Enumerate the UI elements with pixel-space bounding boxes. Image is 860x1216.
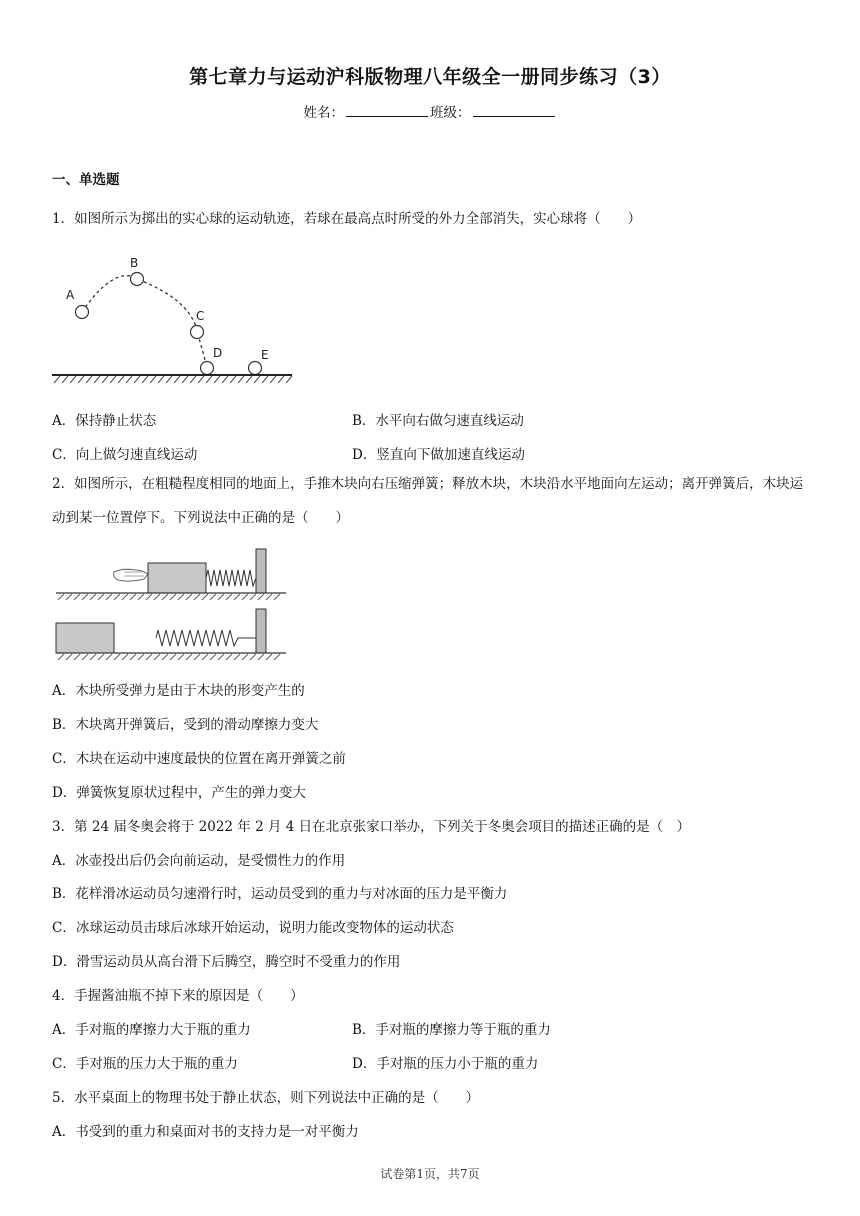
question-3-stem: 3．第 24 届冬奥会将于 2022 年 2 月 4 日在北京张家口举办，下列关于冬奥会项目的描述正确的是（ ） — [52, 819, 691, 835]
block-top — [148, 563, 206, 593]
spring-block-figure — [52, 546, 292, 664]
q4-option-c[interactable]: C．手对瓶的压力大于瓶的重力 — [52, 1056, 238, 1072]
section-title: 一、单选题 — [52, 172, 120, 188]
wall-bottom — [256, 609, 266, 653]
spring-compressed — [206, 570, 256, 586]
label-e: E — [261, 348, 269, 362]
class-blank[interactable] — [473, 104, 555, 117]
question-4-stem: 4．手握酱油瓶不掉下来的原因是（ ） — [52, 988, 304, 1004]
question-2-stem: 2．如图所示，在粗糙程度相同的地面上，手推木块向右压缩弹簧；释放木块，木块沿水平地面向左运动；离开弹簧后，木块运动到某一位置停下。下列说法中正确的是（ ） — [52, 476, 804, 526]
ball-trajectory-figure — [50, 248, 295, 384]
q2-option-b[interactable]: B．木块离开弹簧后，受到的滑动摩擦力变大 — [52, 717, 319, 733]
q1-option-d[interactable]: D．竖直向下做加速直线运动 — [352, 447, 525, 463]
name-blank[interactable] — [346, 104, 428, 117]
ball-e — [249, 362, 262, 375]
question-5-stem: 5．水平桌面上的物理书处于静止状态，则下列说法中正确的是（ ） — [52, 1090, 480, 1106]
ball-a — [76, 306, 89, 319]
label-a: A — [66, 288, 75, 302]
q4-option-a[interactable]: A．手对瓶的摩擦力大于瓶的重力 — [52, 1022, 251, 1038]
q1-option-a[interactable]: A．保持静止状态 — [52, 413, 157, 429]
q1-option-c[interactable]: C．向上做匀速直线运动 — [52, 447, 198, 463]
hand-icon — [114, 569, 148, 581]
ball-d — [201, 362, 214, 375]
q5-option-a[interactable]: A．书受到的重力和桌面对书的支持力是一对平衡力 — [52, 1124, 359, 1140]
question-1-stem: 1．如图所示为掷出的实心球的运动轨迹，若球在最高点时所受的外力全部消失，实心球将（ ） — [52, 211, 642, 227]
label-c: C — [196, 309, 205, 323]
q3-option-c[interactable]: C．冰球运动员击球后冰球开始运动，说明力能改变物体的运动状态 — [52, 920, 454, 936]
spring-relaxed — [156, 630, 256, 646]
block-bottom — [56, 623, 114, 653]
q4-option-b[interactable]: B．手对瓶的摩擦力等于瓶的重力 — [352, 1022, 551, 1038]
page-title: 第七章力与运动沪科版物理八年级全一册同步练习（3） — [189, 66, 671, 88]
class-label: 班级： — [430, 105, 471, 121]
label-b: B — [130, 256, 139, 270]
wall-top — [256, 549, 266, 593]
ball-c — [191, 326, 204, 339]
q3-option-d[interactable]: D．滑雪运动员从高台滑下后腾空，腾空时不受重力的作用 — [52, 954, 401, 970]
q4-option-d[interactable]: D．手对瓶的压力小于瓶的重力 — [352, 1056, 539, 1072]
q2-option-d[interactable]: D．弹簧恢复原状过程中，产生的弹力变大 — [52, 785, 306, 801]
page-footer: 试卷第1页，共7页 — [380, 1167, 480, 1181]
q2-option-c[interactable]: C．木块在运动中速度最快的位置在离开弹簧之前 — [52, 751, 346, 767]
ball-b — [131, 273, 144, 286]
q3-option-a[interactable]: A．冰壶投出后仍会向前运动，是受惯性力的作用 — [52, 853, 346, 869]
q1-option-b[interactable]: B．水平向右做匀速直线运动 — [352, 413, 524, 429]
student-info — [0, 101, 860, 121]
name-label: 姓名： — [303, 105, 344, 121]
q2-option-a[interactable]: A．木块所受弹力是由于木块的形变产生的 — [52, 683, 305, 699]
q3-option-b[interactable]: B．花样滑冰运动员匀速滑行时，运动员受到的重力与对冰面的压力是平衡力 — [52, 886, 508, 902]
label-d: D — [213, 346, 223, 360]
